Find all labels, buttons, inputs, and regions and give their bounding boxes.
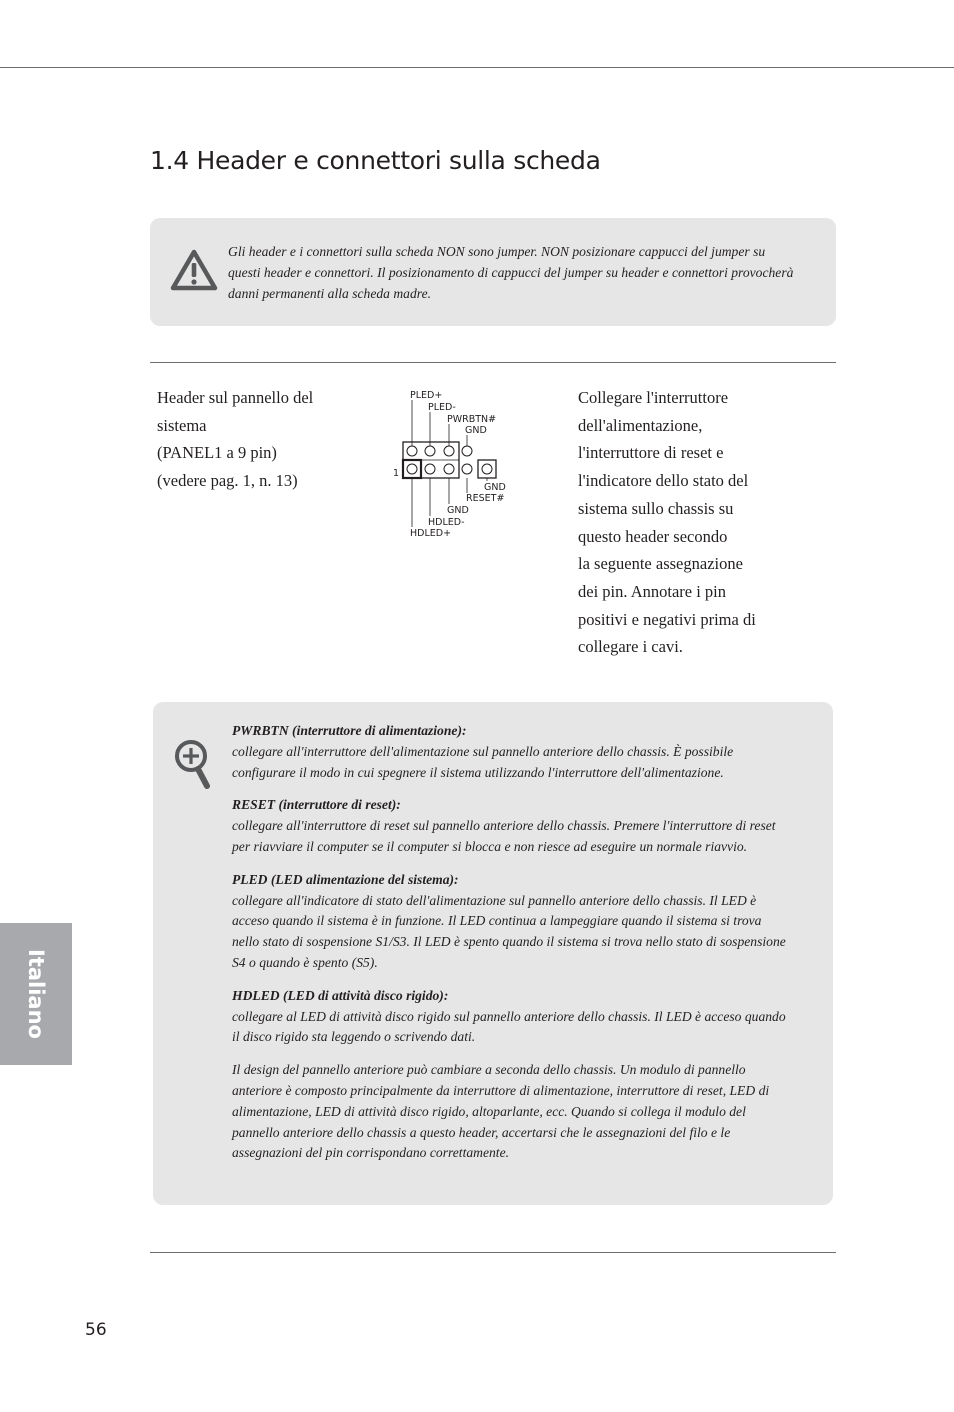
label-gnd-bottom: GND: [447, 505, 469, 516]
section-rule-top: [150, 362, 836, 363]
label-pled-plus: PLED+: [410, 390, 443, 401]
description-line: sistema sullo chassis su: [578, 498, 734, 518]
note-heading: HDLED (LED di attività disco rigido):: [232, 987, 449, 1003]
label-pled-minus: PLED-: [428, 402, 456, 413]
section-title: 1.4 Header e connettori sulla scheda: [150, 146, 601, 175]
panel-header-caption: [157, 384, 367, 495]
magnifier-plus-icon: [173, 738, 213, 790]
note-heading: PLED (LED alimentazione del sistema):: [232, 871, 459, 887]
note-heading: RESET (interruttore di reset):: [232, 797, 401, 813]
caption-line: sistema: [157, 415, 207, 435]
section-rule-bottom: [150, 1252, 836, 1253]
panel-header-description: [578, 384, 808, 661]
description-line: l'interruttore di reset e: [578, 443, 724, 463]
description-line: questo header secondo: [578, 526, 728, 546]
description-line: dell'alimentazione,: [578, 415, 703, 435]
label-gnd-top: GND: [465, 425, 487, 436]
description-line: l'indicatore dello stato del: [578, 471, 749, 491]
warning-triangle-icon: [170, 249, 218, 291]
description-line: collegare i cavi.: [578, 637, 683, 657]
caption-line: Header sul pannello del: [157, 388, 314, 407]
note-body: collegare al LED di attività disco rigido sul pannello anteriore dello chassis. Il LED è acceso quando il disco rigido sta leggendo o scrivendo dati.: [232, 1008, 786, 1045]
label-hdled-minus: HDLED-: [428, 517, 465, 528]
note-body: Il design del pannello anteriore può cambiare a seconda dello chassis. Un modulo di pannello anteriore è composto principalmente da interruttore di alimentazione, interruttore di reset, LED di alimentazione, LED di attività disco rigido, altoparlante, ecc. Quando si collega il modulo del pannello anteriore dello chassis a questo header, accertarsi che le assegnazioni del filo e le assegnazioni del pin corrispondano correttamente.: [232, 1062, 770, 1161]
top-rule: [0, 67, 954, 68]
caption-line: (vedere pag. 1, n. 13): [157, 471, 298, 491]
description-line: Collegare l'interruttore: [578, 388, 729, 407]
label-pwrbtn: PWRBTN#: [447, 414, 497, 425]
caption-line: (PANEL1 a 9 pin): [157, 443, 277, 463]
label-hdled-plus: HDLED+: [410, 528, 452, 539]
label-pin-one: 1: [393, 468, 400, 479]
note-hdled: [232, 986, 792, 1048]
panel1-pin-diagram: [388, 386, 528, 542]
label-reset: RESET#: [466, 493, 505, 504]
description-line: la seguente assegnazione: [578, 554, 743, 574]
note-heading: PWRBTN (interruttore di alimentazione):: [232, 723, 467, 738]
note-body: collegare all'indicatore di stato dell'alimentazione sul pannello anteriore dello chassis. Il LED è acceso quando il sistema è in funzione. Il LED continua a lampeggiare quando il sistema si trova nello stato di sospensione S1/S3. Il LED è spento quando il sistema si trova nello stato di sospensione S4 o quando è spento (S5).: [232, 892, 786, 970]
note-pwrbtn: [232, 721, 792, 783]
language-side-tab: [0, 923, 72, 1065]
note-reset: [232, 795, 792, 857]
description-line: dei pin. Annotare i pin: [578, 581, 727, 601]
note-body: collegare all'interruttore dell'alimentazione sul pannello anteriore dello chassis. È possibile configurare il modo in cui spegnere il sistema utilizzando l'interruttore dell'alimentazione.: [232, 743, 734, 780]
warning-text: Gli header e i connettori sulla scheda NON sono jumper. NON posizionare cappucci del jumper su questi header e connettori. Il posizionamento di cappucci del jumper su header e connettori provocherà danni permanenti alla scheda madre.: [228, 244, 794, 301]
warning-box: [150, 218, 836, 326]
label-gnd-right: GND: [484, 482, 506, 493]
note-body: collegare all'interruttore di reset sul pannello anteriore dello chassis. Premere l'interruttore di reset per riavviare il computer se il computer si blocca e non riesce ad eseguire un normale riavvio.: [232, 818, 776, 854]
note-box: [153, 702, 833, 1205]
page-number: 56: [85, 1320, 107, 1340]
note-pled: [232, 870, 792, 974]
description-line: positivi e negativi prima di: [578, 609, 756, 629]
note-closing: [232, 1060, 792, 1164]
language-label: Italiano: [24, 949, 48, 1039]
notes-text: [232, 721, 792, 1176]
